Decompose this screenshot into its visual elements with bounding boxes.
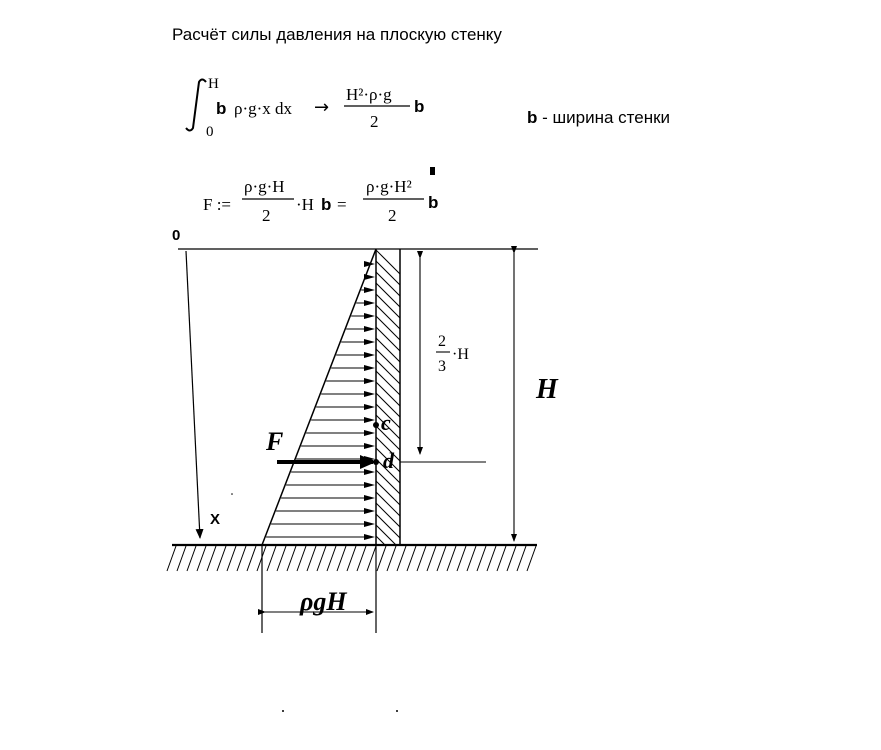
cursor-marker (430, 167, 435, 175)
ground-hatch-line (167, 546, 176, 571)
ground-hatching (167, 546, 536, 571)
pressure-arrow-head (364, 495, 375, 501)
base-pressure-label: ρgH (300, 587, 347, 616)
wall-hatch-line (376, 272, 400, 296)
ground-hatch-line (457, 546, 466, 571)
pressure-arrow-head (364, 378, 375, 384)
force-frac1-numerator: ρ·g·H (244, 177, 285, 196)
force-frac2-b: b (428, 193, 439, 212)
ground-hatch-line (447, 546, 456, 571)
ground-hatch-line (367, 546, 376, 571)
depth-label: H (536, 374, 558, 405)
ground-hatch-line (517, 546, 526, 571)
stray-dot (396, 710, 398, 712)
wall-hatch-line (376, 250, 400, 274)
wall-hatch-line (376, 525, 396, 545)
ground-hatch-line (247, 546, 256, 571)
center-depth-numerator: 2 (438, 333, 446, 350)
stray-dot (282, 710, 284, 712)
ground-hatch-line (317, 546, 326, 571)
wall-hatch-line (376, 481, 400, 505)
ground-hatch-line (487, 546, 496, 571)
wall-hatch-line (376, 514, 400, 538)
ground-hatch-line (387, 546, 396, 571)
pressure-arrow-head (364, 508, 375, 514)
pressure-arrow-head (364, 417, 375, 423)
pressure-arrow-head (364, 534, 375, 540)
wall-hatch-line (376, 327, 400, 351)
point-c (373, 422, 379, 428)
pressure-arrow-head (364, 274, 375, 280)
integral-result-b: b (414, 97, 425, 116)
integral-upper-limit: H (208, 76, 219, 92)
ground-hatch-line (227, 546, 236, 571)
integral-result-denominator: 2 (370, 112, 379, 131)
pressure-arrow-head (364, 482, 375, 488)
ground-hatch-line (437, 546, 446, 571)
ground-hatch-line (177, 546, 186, 571)
pressure-arrow-head (364, 469, 375, 475)
point-d-label: d (383, 448, 394, 473)
pressure-arrow-head (364, 326, 375, 332)
width-symbol: b (527, 108, 538, 127)
pressure-arrow-head (364, 443, 375, 449)
wall-hatch-line (376, 261, 400, 285)
pressure-arrow-head (364, 339, 375, 345)
width-description: - ширина стенки (537, 108, 671, 127)
wall-hatch-line (376, 492, 400, 516)
integral-sign (186, 80, 206, 131)
ground-hatch-line (217, 546, 226, 571)
force-middle: ·H (296, 195, 314, 214)
force-frac2-denominator: 2 (388, 206, 397, 225)
ground-hatch-line (337, 546, 346, 571)
ground-hatch-line (507, 546, 516, 571)
wall-hatch-line (376, 305, 400, 329)
ground-hatch-line (207, 546, 216, 571)
pressure-arrow-head (364, 300, 375, 306)
integral-lower-limit: 0 (206, 124, 214, 140)
force-formula (203, 167, 438, 225)
ground-hatch-line (347, 546, 356, 571)
force-middle-b: b (321, 195, 332, 214)
pressure-arrow-head (364, 352, 375, 358)
pressure-arrow-head (364, 365, 375, 371)
integral-arrow: → (314, 97, 330, 118)
wall-hatch-line (376, 349, 400, 373)
stray-dot (231, 493, 233, 495)
ground-hatch-line (327, 546, 336, 571)
ground-hatch-line (397, 546, 406, 571)
force-frac1-denominator: 2 (262, 206, 271, 225)
wall-hatch-line (376, 294, 400, 318)
pressure-arrow-head (364, 313, 375, 319)
wall-hatch-line (376, 536, 385, 545)
ground-hatch-line (477, 546, 486, 571)
origin-label: 0 (172, 227, 181, 244)
ground-hatch-line (427, 546, 436, 571)
wall-hatch-line (376, 338, 400, 362)
wall-hatch-line (376, 371, 400, 395)
force-lhs: F := (203, 195, 232, 214)
ground-hatch-line (197, 546, 206, 571)
ground-hatch-line (497, 546, 506, 571)
integral-result-numerator: H²·ρ·g (346, 85, 392, 104)
point-c-label: c (381, 410, 391, 435)
ground-hatch-line (297, 546, 306, 571)
ground-hatch-line (377, 546, 386, 571)
pressure-arrow-head (364, 404, 375, 410)
wall-hatch-line (376, 316, 400, 340)
ground-hatch-line (467, 546, 476, 571)
page-title: Расчёт силы давления на плоскую стенку (172, 25, 502, 44)
force-frac2-numerator: ρ·g·H² (366, 177, 412, 196)
x-axis-arrow (186, 251, 200, 538)
pressure-triangle-edge (262, 249, 376, 545)
pressure-arrow-head (364, 521, 375, 527)
point-d (373, 459, 379, 465)
pressure-diagram (167, 227, 559, 712)
ground-hatch-line (287, 546, 296, 571)
ground-hatch-line (277, 546, 286, 571)
integral-formula (186, 76, 424, 140)
center-depth-suffix: ·H (452, 346, 469, 363)
center-depth-denominator: 3 (438, 358, 446, 375)
pressure-arrow-head (364, 391, 375, 397)
ground-hatch-line (307, 546, 316, 571)
ground-hatch-line (187, 546, 196, 571)
wall-hatch-line (376, 360, 400, 384)
wall-hatch-line (376, 470, 400, 494)
wall-hatch-line (376, 283, 400, 307)
pressure-arrow-head (364, 430, 375, 436)
integral-b: b (216, 99, 227, 118)
x-axis-label: X (210, 511, 221, 528)
wall-hatch-line (376, 382, 400, 406)
pressure-arrows (266, 261, 375, 540)
ground-hatch-line (407, 546, 416, 571)
force-label: F (266, 427, 284, 456)
ground-hatch-line (357, 546, 366, 571)
pressure-arrow-head (364, 287, 375, 293)
integral-integrand: ρ·g·x dx (234, 99, 293, 118)
wall-hatching (376, 250, 400, 545)
wall-hatch-line (376, 503, 400, 527)
ground-hatch-line (527, 546, 536, 571)
ground-hatch-line (267, 546, 276, 571)
ground-hatch-line (417, 546, 426, 571)
ground-hatch-line (237, 546, 246, 571)
force-equals: = (337, 195, 347, 214)
